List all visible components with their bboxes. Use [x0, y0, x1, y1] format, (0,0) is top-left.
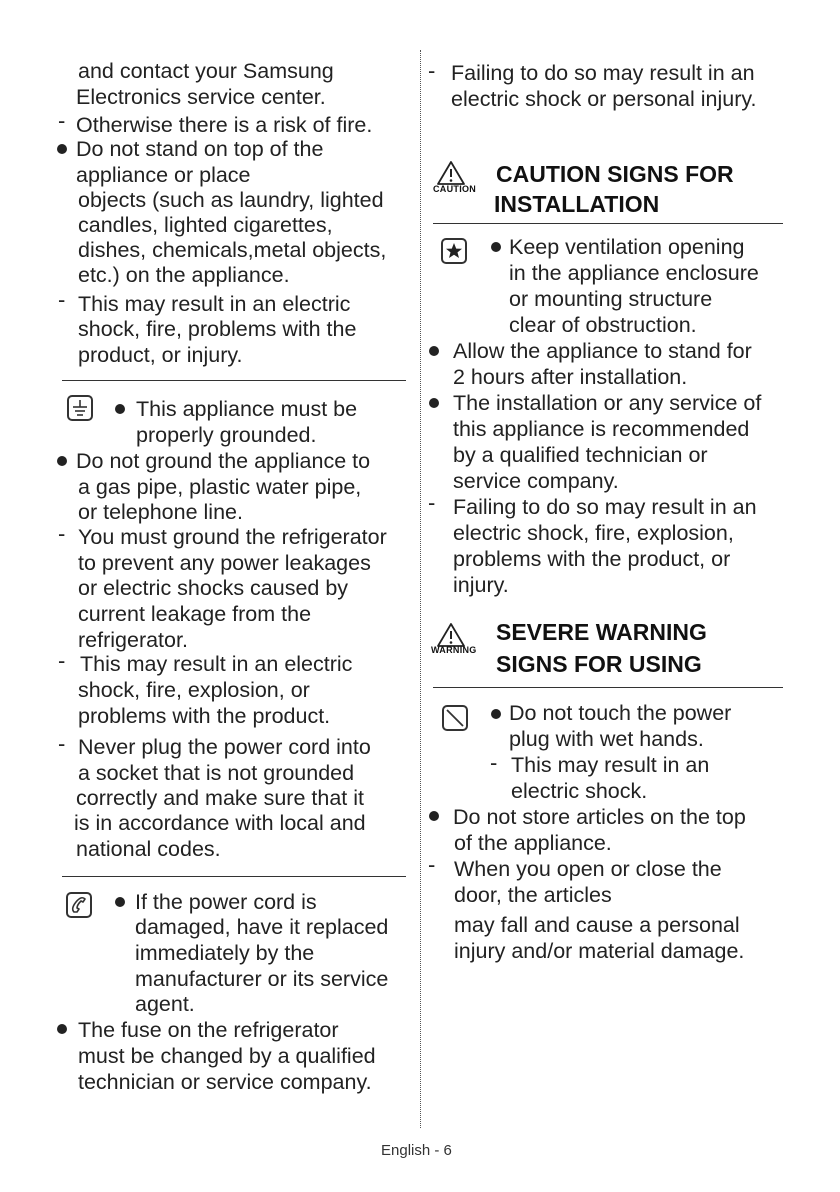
dash-marker: -: [58, 287, 66, 312]
text-line: Keep ventilation opening: [509, 235, 745, 259]
text-line: this appliance is recommended: [453, 417, 750, 441]
text-line: door, the articles: [454, 883, 612, 907]
text-line: immediately by the: [135, 941, 315, 965]
text-line: in the appliance enclosure: [509, 261, 759, 285]
text-line: Failing to do so may result in an: [453, 495, 757, 519]
text-line: must be changed by a qualified: [78, 1044, 376, 1068]
text-line: You must ground the refrigerator: [78, 525, 387, 549]
section-heading: SEVERE WARNING: [496, 619, 707, 645]
text-line: problems with the product.: [78, 704, 331, 728]
text-line: by a qualified technician or: [453, 443, 708, 467]
text-line: or electric shocks caused by: [78, 576, 349, 600]
text-line: etc.) on the appliance.: [78, 263, 290, 287]
text-line: This may result in an electric: [80, 652, 353, 676]
text-line: electric shock.: [511, 779, 648, 803]
section-rule: [433, 223, 783, 224]
text-line: Do not touch the power: [509, 701, 732, 725]
text-line: This may result in an electric: [78, 292, 351, 316]
bullet-marker: [57, 456, 67, 466]
text-line: properly grounded.: [136, 423, 317, 447]
text-line: of the appliance.: [454, 831, 612, 855]
text-line: 2 hours after installation.: [453, 365, 688, 389]
text-line: Do not stand on top of the: [76, 137, 324, 161]
star-icon: [441, 238, 467, 264]
phone-icon: [66, 892, 92, 918]
text-line: The fuse on the refrigerator: [78, 1018, 339, 1042]
bullet-marker: [491, 709, 501, 719]
text-line: clear of obstruction.: [509, 313, 697, 337]
text-line: may fall and cause a personal: [454, 913, 740, 937]
column-divider: [420, 50, 421, 1128]
text-line: When you open or close the: [454, 857, 722, 881]
section-rule: [62, 876, 406, 877]
text-line: manufacturer or its service: [135, 967, 389, 991]
text-line: This appliance must be: [136, 397, 358, 421]
text-line: damaged, have it replaced: [135, 915, 389, 939]
text-line: and contact your Samsung: [78, 59, 334, 83]
text-line: injury.: [453, 573, 509, 597]
text-line: electric shock, fire, explosion,: [453, 521, 734, 545]
dash-marker: -: [58, 648, 66, 673]
text-line: refrigerator.: [78, 628, 188, 652]
text-line: a gas pipe, plastic water pipe,: [78, 475, 362, 499]
text-line: Failing to do so may result in an: [451, 61, 755, 85]
text-line: Otherwise there is a risk of fire.: [76, 113, 373, 137]
bullet-marker: [115, 404, 125, 414]
text-line: a socket that is not grounded: [78, 761, 355, 785]
text-line: Allow the appliance to stand for: [453, 339, 752, 363]
text-line: technician or service company.: [78, 1070, 372, 1094]
warning-label: WARNING: [431, 645, 477, 655]
caution-label: CAUTION: [433, 184, 477, 194]
text-line: shock, fire, problems with the: [78, 317, 357, 341]
bullet-marker: [429, 398, 439, 408]
bullet-marker: [429, 346, 439, 356]
text-line: correctly and make sure that it: [76, 786, 364, 810]
text-line: Do not store articles on the top: [453, 805, 746, 829]
text-line: dishes, chemicals,metal objects,: [78, 238, 387, 262]
bullet-marker: [491, 242, 501, 252]
text-line: problems with the product, or: [453, 547, 731, 571]
dash-marker: -: [428, 852, 436, 877]
text-line: service company.: [453, 469, 619, 493]
section-rule: [433, 687, 783, 688]
dash-marker: -: [428, 490, 436, 515]
text-line: candles, lighted cigarettes,: [78, 213, 333, 237]
section-heading: SIGNS FOR USING: [496, 651, 702, 677]
text-line: objects (such as laundry, lighted: [78, 188, 384, 212]
text-line: Do not ground the appliance to: [76, 449, 371, 473]
text-line: is in accordance with local and: [74, 811, 366, 835]
text-line: or telephone line.: [78, 500, 243, 524]
section-rule: [62, 380, 406, 381]
bullet-marker: [57, 1024, 67, 1034]
text-line: If the power cord is: [135, 890, 317, 914]
dash-marker: -: [58, 731, 66, 756]
text-line: agent.: [135, 992, 195, 1016]
text-line: national codes.: [76, 837, 221, 861]
dash-marker: -: [58, 108, 66, 133]
text-line: shock, fire, explosion, or: [78, 678, 310, 702]
bullet-marker: [115, 897, 125, 907]
text-line: Never plug the power cord into: [78, 735, 371, 759]
bullet-marker: [429, 811, 439, 821]
section-heading: INSTALLATION: [494, 191, 660, 217]
text-line: current leakage from the: [78, 602, 312, 626]
ground-icon: [67, 395, 93, 421]
section-heading: CAUTION SIGNS FOR: [496, 161, 734, 187]
text-line: plug with wet hands.: [509, 727, 704, 751]
text-line: product, or injury.: [78, 343, 243, 367]
text-line: injury and/or material damage.: [454, 939, 745, 963]
text-line: electric shock or personal injury.: [451, 87, 757, 111]
dash-marker: -: [490, 750, 498, 775]
bullet-marker: [57, 144, 67, 154]
text-line: Electronics service center.: [76, 85, 326, 109]
page-footer: English - 6: [381, 1142, 452, 1159]
dash-marker: -: [58, 521, 66, 546]
text-line: or mounting structure: [509, 287, 713, 311]
text-line: The installation or any service of: [453, 391, 762, 415]
text-line: appliance or place: [76, 163, 251, 187]
no-touch-icon: [442, 705, 468, 731]
text-line: This may result in an: [511, 753, 710, 777]
dash-marker: -: [428, 58, 436, 83]
text-line: to prevent any power leakages: [78, 551, 371, 575]
